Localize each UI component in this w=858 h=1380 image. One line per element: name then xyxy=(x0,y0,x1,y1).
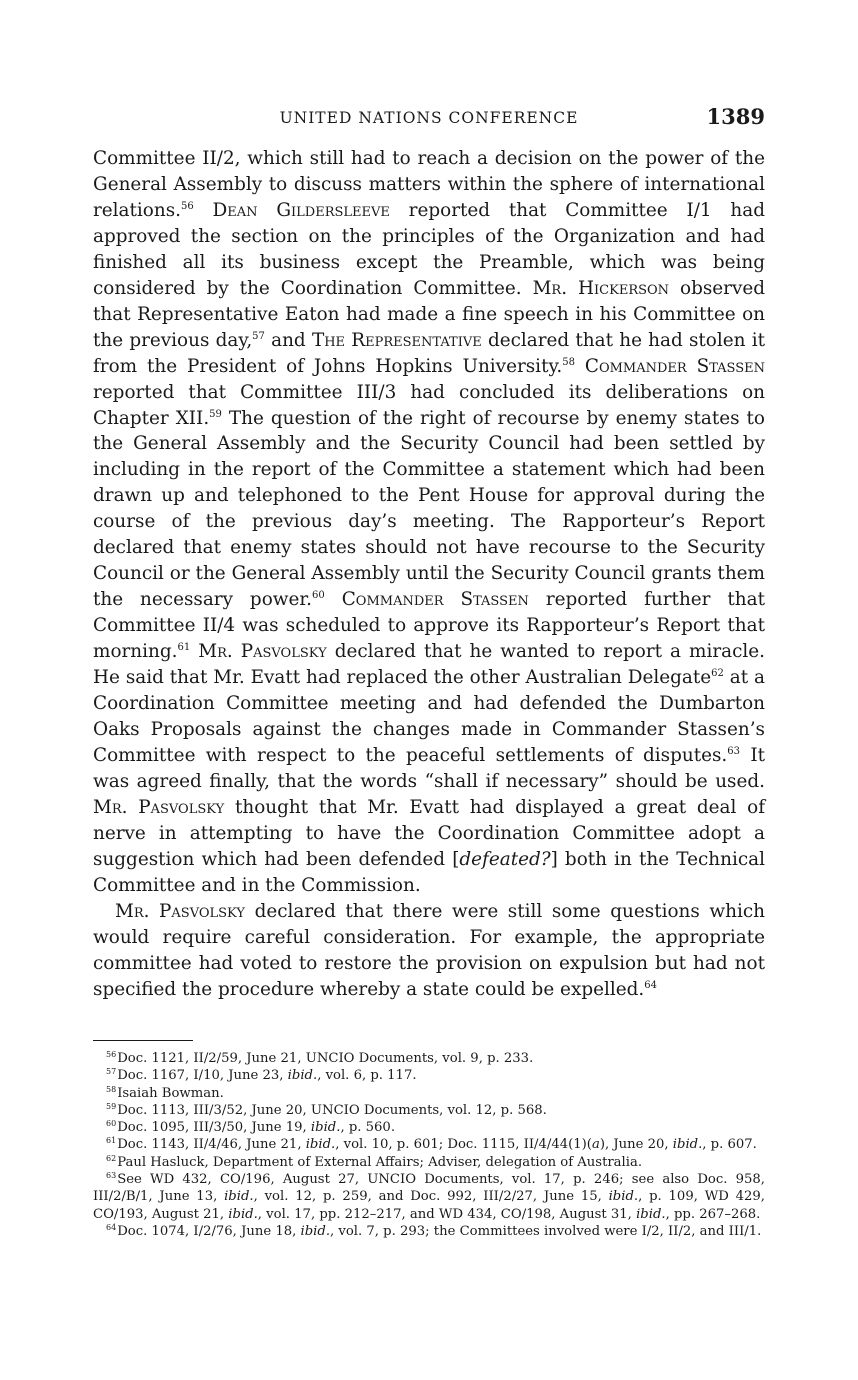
footnotes xyxy=(93,1050,765,1240)
footnote-61 xyxy=(93,1136,765,1153)
text-run: declared that he had stolen it from the President of Johns Hopkins University. xyxy=(93,329,765,377)
ibid: ibid. xyxy=(608,1189,639,1205)
footnote-text: , p. 560. xyxy=(340,1120,396,1136)
body-text xyxy=(93,146,765,1002)
footnote-number: 56 xyxy=(106,1050,117,1059)
text-run: The question of the right of recourse by enemy states to the General Assembly and the Security Council had been settled by including in the report of the Committee a statement which had been drawn up and telephoned to the Pent House for approval during the course of the previous day’s meeting. The Rapporteur’s Report declared that enemy states should not have recourse to the Security Council or the General Assembly until the Security Council grants them the necessary power. xyxy=(93,407,765,611)
text-run: Committee II/2, which still had to reach a decision on the power of the General Assembly to discuss matters within the sphere of international relations. xyxy=(93,148,765,221)
footnote-62 xyxy=(93,1154,765,1171)
text-run xyxy=(575,356,585,377)
footnote-ref-63: 63 xyxy=(727,745,740,757)
speaker-name: Commander Stassen xyxy=(584,355,765,377)
footnote-text: Paul Hasluck, Department of External Affairs; Adviser, delegation of Australia. xyxy=(117,1154,643,1170)
footnote-ref-64: 64 xyxy=(644,979,657,991)
page-number: 1389 xyxy=(706,104,765,129)
footnote-text: Doc. 1095, III/3/50, June 19, xyxy=(117,1120,311,1136)
text-run: reported that Committee III/3 had concluded its deliberations on Chapter XII. xyxy=(93,381,765,429)
footnote-56 xyxy=(93,1050,765,1067)
speaker-name: Mr. Pasvolsky xyxy=(115,900,246,922)
running-title: UNITED NATIONS CONFERENCE xyxy=(279,109,579,127)
footnote-text: , pp. 267–268. xyxy=(665,1206,761,1222)
text-run: declared that there were still some questions which would require careful consideration. For example, the appropriate committee had voted to restore the provision on expulsion but had not specified the procedure whereby a state could be expelled. xyxy=(93,900,766,1000)
footnote-ref-59: 59 xyxy=(209,408,222,420)
speaker-name: Dean Gildersleeve xyxy=(212,199,390,221)
footnote-number: 57 xyxy=(106,1067,117,1077)
footnote-text: , vol. 10, p. 601; Doc. 1115, II/4/44(1)( xyxy=(335,1137,592,1153)
footnote-number: 59 xyxy=(106,1101,117,1111)
text-run: reported further that Committee II/4 was scheduled to approve its Rapporteur’s Report that morning. xyxy=(93,589,765,663)
text-run: thought that Mr. Evatt had displayed a great deal of nerve in attempting to have the Coordination Committee adopt a suggestion which had been defended [ xyxy=(93,796,766,870)
footnote-text: , vol. 7, p. 293; the Committees involved were I/2, II/2, and III/1. xyxy=(330,1223,762,1239)
text-run xyxy=(194,200,213,221)
paragraph-1 xyxy=(93,146,765,899)
text-run: ] both in the Technical Committee and in the Commission. xyxy=(93,848,765,896)
footnote-text: , vol. 17, pp. 212–217, and WD 434, CO/198, August 31, xyxy=(257,1206,637,1222)
ibid: ibid. xyxy=(287,1068,318,1084)
footnote-ref-62: 62 xyxy=(711,668,724,680)
text-run: observed that Representative Eaton had made a fine speech in his Committee on the previous day, xyxy=(93,277,766,351)
footnote-text: Isaiah Bowman. xyxy=(117,1085,224,1101)
text-run: declared that he wanted to report a miracle. He said that Mr. Evatt had replaced the other Australian Delegate xyxy=(93,641,765,689)
footnote-57 xyxy=(93,1067,765,1084)
footnote-number: 62 xyxy=(106,1153,117,1163)
ibid: ibid. xyxy=(636,1206,666,1222)
footnote-text: , vol. 6, p. 117. xyxy=(317,1068,417,1084)
footnote-text: Doc. 1113, III/3/52, June 20, UNCIO Documents, vol. 12, p. 568. xyxy=(117,1102,547,1118)
ibid: ibid. xyxy=(228,1206,258,1222)
ibid: ibid. xyxy=(310,1120,341,1136)
text-run: and xyxy=(264,329,312,351)
footnote-64 xyxy=(93,1223,765,1240)
footnote-ref-60: 60 xyxy=(312,590,325,602)
speaker-name: The Representative xyxy=(311,329,482,351)
footnote-number: 61 xyxy=(106,1136,117,1146)
footnote-text: Doc. 1074, I/2/76, June 18, xyxy=(117,1223,301,1239)
footnote-text: See WD 432, CO/196, August 27, UNCIO Documents, vol. 17, p. 246; see also Doc. 958, III/2/B/1, June 13, xyxy=(93,1172,765,1205)
footnote-63 xyxy=(93,1171,765,1223)
speaker-name: Mr. Hickerson xyxy=(532,277,670,299)
editorial-insertion: defeated? xyxy=(459,848,551,870)
footnote-text: , vol. 12, p. 259, and Doc. 992, III/2/27, June 15, xyxy=(253,1189,609,1205)
footnote-text: Doc. 1121, II/2/59, June 21, UNCIO Documents, vol. 9, p. 233. xyxy=(117,1051,534,1066)
speaker-name: Commander Stassen xyxy=(341,589,529,611)
text-run: It was agreed finally, that the words “shall if necessary” should be used. xyxy=(93,744,765,792)
footnote-number: 64 xyxy=(106,1222,117,1232)
ibid: ibid. xyxy=(305,1137,336,1153)
footnote-ref-61: 61 xyxy=(177,642,191,654)
paragraph-2 xyxy=(93,899,765,1003)
speaker-name: Mr. Pasvolsky xyxy=(93,796,225,818)
footnote-rule xyxy=(93,1040,193,1041)
footnote-59 xyxy=(93,1102,765,1119)
ibid: ibid. xyxy=(224,1189,254,1205)
speaker-name: Mr. Pasvolsky xyxy=(198,641,327,663)
footnote-ref-56: 56 xyxy=(181,200,194,212)
footnote-text: , p. 109, WD 429, CO/193, August 21, xyxy=(93,1189,766,1222)
footnote-text: ), June 20, xyxy=(599,1137,673,1153)
text-run xyxy=(325,589,342,610)
italic-letter: a xyxy=(591,1137,600,1153)
footnote-text: Doc. 1143, II/4/46, June 21, xyxy=(117,1137,306,1153)
footnote-number: 60 xyxy=(106,1119,117,1129)
footnote-text: Doc. 1167, I/10, June 23, xyxy=(117,1068,288,1084)
footnote-number: 63 xyxy=(106,1171,117,1181)
footnote-text: , p. 607. xyxy=(702,1137,757,1153)
text-run: reported that Committee I/1 had approved the section on the principles of the Organization and had finished all its business except the Preamble, which was being considered by the Coordination Committee. xyxy=(93,199,765,299)
footnote-number: 58 xyxy=(106,1084,117,1094)
footnote-ref-57: 57 xyxy=(252,330,265,342)
footnote-ref-58: 58 xyxy=(562,356,575,368)
running-head xyxy=(93,104,765,132)
ibid: ibid. xyxy=(300,1223,331,1239)
ibid: ibid. xyxy=(672,1137,703,1153)
footnote-58 xyxy=(93,1085,765,1102)
text-run: at a Coordination Committee meeting and had defended the Dumbarton Oaks Proposals against the changes made in Commander Stassen’s Committee with respect to the peaceful settlements of disputes. xyxy=(93,667,766,766)
footnote-60 xyxy=(93,1119,765,1136)
